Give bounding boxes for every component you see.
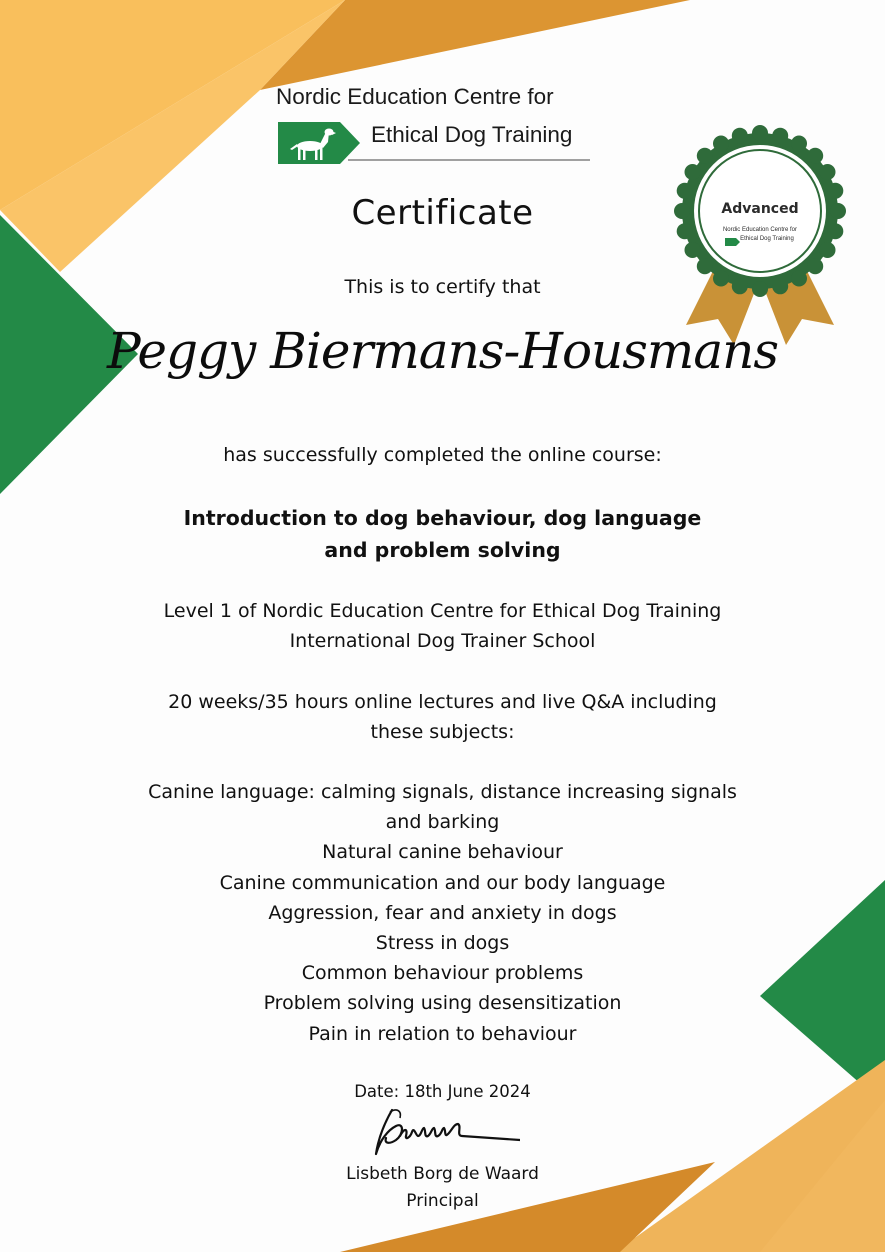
subjects-list xyxy=(0,777,885,1049)
logo-text-line1: Nordic Education Centre for xyxy=(276,84,554,109)
subject-item: Natural canine behaviour xyxy=(322,841,563,864)
signature xyxy=(370,1100,520,1162)
completion-text: has successfully completed the online course: xyxy=(223,444,662,466)
level-line: Level 1 of Nordic Education Centre for Ethical Dog Training xyxy=(163,600,722,622)
subject-item: Problem solving using desensitization xyxy=(263,992,622,1015)
recipient-name: Peggy Biermans-Housmans xyxy=(107,322,778,380)
duration-line: 20 weeks/35 hours online lectures and live Q&A including xyxy=(168,691,717,713)
level-description xyxy=(0,596,885,656)
level-line: International Dog Trainer School xyxy=(289,630,596,652)
organization-logo xyxy=(276,84,592,166)
logo-text-line2: Ethical Dog Training xyxy=(371,122,573,147)
badge-label: Advanced xyxy=(721,201,799,217)
subject-item: Canine communication and our body language xyxy=(219,871,666,894)
duration-line: these subjects: xyxy=(370,721,515,743)
certificate-title: Certificate xyxy=(351,193,534,233)
course-title xyxy=(0,502,885,566)
subject-item: Pain in relation to behaviour xyxy=(308,1022,577,1045)
subject-item: Common behaviour problems xyxy=(301,962,584,985)
advanced-badge xyxy=(672,123,848,349)
badge-org-line2: Ethical Dog Training xyxy=(740,236,794,242)
course-title-line: and problem solving xyxy=(324,538,561,562)
subject-item: and barking xyxy=(385,811,500,834)
badge-org-line1: Nordic Education Centre for xyxy=(722,227,798,233)
certificate-date: Date: 18th June 2024 xyxy=(354,1082,531,1101)
signer-block xyxy=(0,1161,885,1215)
signer-name: Lisbeth Borg de Waard xyxy=(346,1164,539,1184)
intro-text: This is to certify that xyxy=(344,276,541,298)
duration-description xyxy=(0,687,885,747)
course-title-line: Introduction to dog behaviour, dog language xyxy=(183,506,702,530)
signer-title: Principal xyxy=(406,1191,479,1211)
subject-item: Aggression, fear and anxiety in dogs xyxy=(268,901,617,924)
subject-item: Stress in dogs xyxy=(375,932,510,955)
subject-item: Canine language: calming signals, distance increasing signals xyxy=(148,781,737,803)
